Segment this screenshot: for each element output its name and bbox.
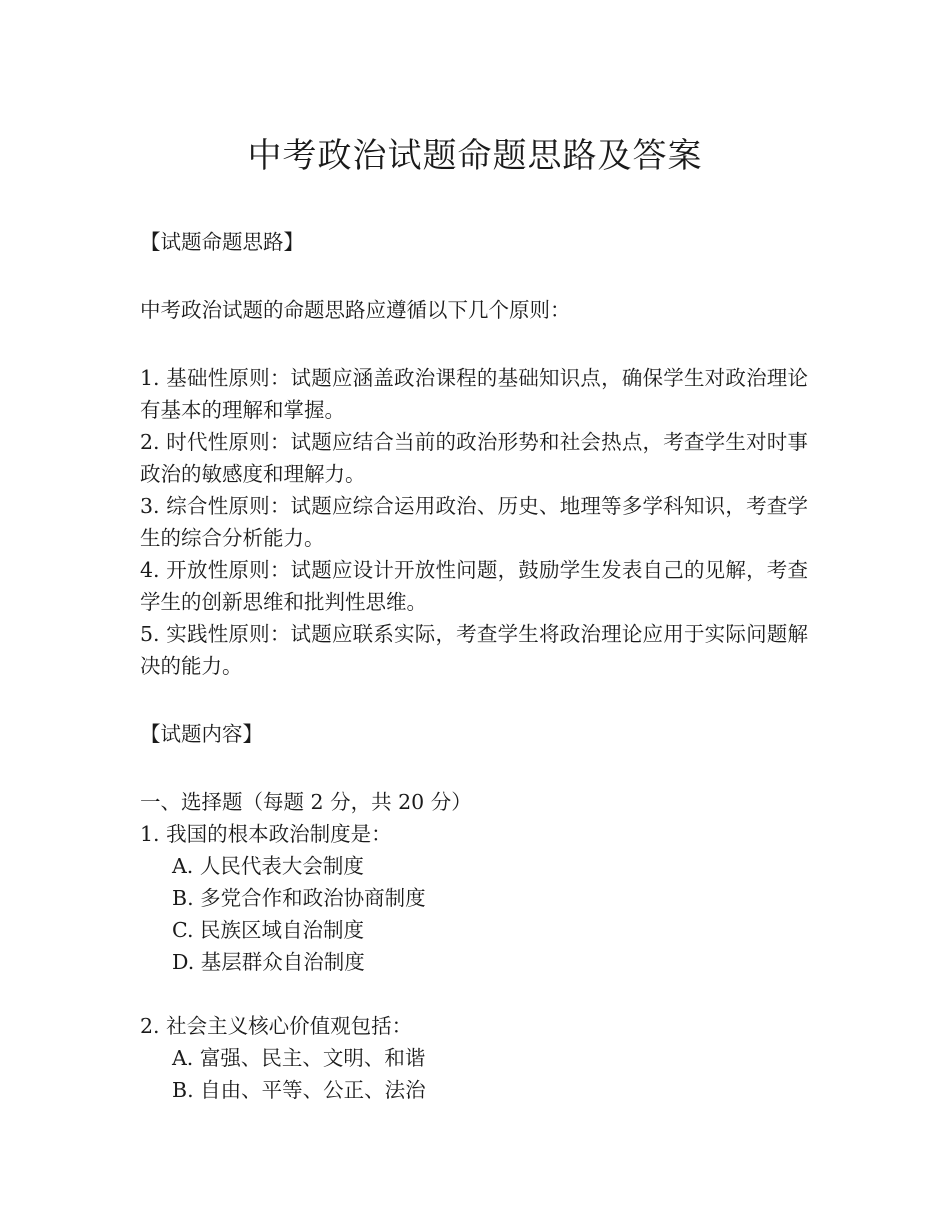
question-option: B. 多党合作和政治协商制度 bbox=[172, 886, 426, 910]
principle-item: 5. 实践性原则：试题应联系实际，考查学生将政治理论应用于实际问题解决的能力。 bbox=[140, 622, 808, 678]
question-option: A. 人民代表大会制度 bbox=[172, 854, 364, 878]
question-stem: 2. 社会主义核心价值观包括： bbox=[140, 1014, 413, 1038]
question-option: A. 富强、民主、文明、和谐 bbox=[172, 1046, 426, 1070]
principle-item: 2. 时代性原则：试题应结合当前的政治形势和社会热点，考查学生对时事政治的敏感度和理解力。 bbox=[140, 430, 808, 486]
intro-paragraph: 中考政治试题的命题思路应遵循以下几个原则： bbox=[140, 298, 571, 322]
principle-item: 3. 综合性原则：试题应综合运用政治、历史、地理等多学科知识，考查学生的综合分析能力。 bbox=[140, 494, 808, 550]
question-stem: 1. 我国的根本政治制度是： bbox=[140, 822, 392, 846]
question-option: D. 基层群众自治制度 bbox=[172, 950, 365, 974]
principle-item: 1. 基础性原则：试题应涵盖政治课程的基础知识点，确保学生对政治理论有基本的理解和掌握。 bbox=[140, 366, 808, 422]
document-body bbox=[140, 226, 808, 1106]
document-title: 中考政治试题命题思路及答案 bbox=[247, 136, 703, 176]
section-heading-approach: 【试题命题思路】 bbox=[140, 230, 304, 254]
section-heading-content: 【试题内容】 bbox=[140, 722, 263, 746]
mc-section-heading: 一、选择题（每题 2 分，共 20 分） bbox=[140, 790, 472, 814]
question-option: C. 民族区域自治制度 bbox=[172, 918, 364, 942]
principle-item: 4. 开放性原则：试题应设计开放性问题，鼓励学生发表自己的见解，考查学生的创新思维和批判性思维。 bbox=[140, 558, 808, 614]
question-option: B. 自由、平等、公正、法治 bbox=[172, 1078, 426, 1102]
